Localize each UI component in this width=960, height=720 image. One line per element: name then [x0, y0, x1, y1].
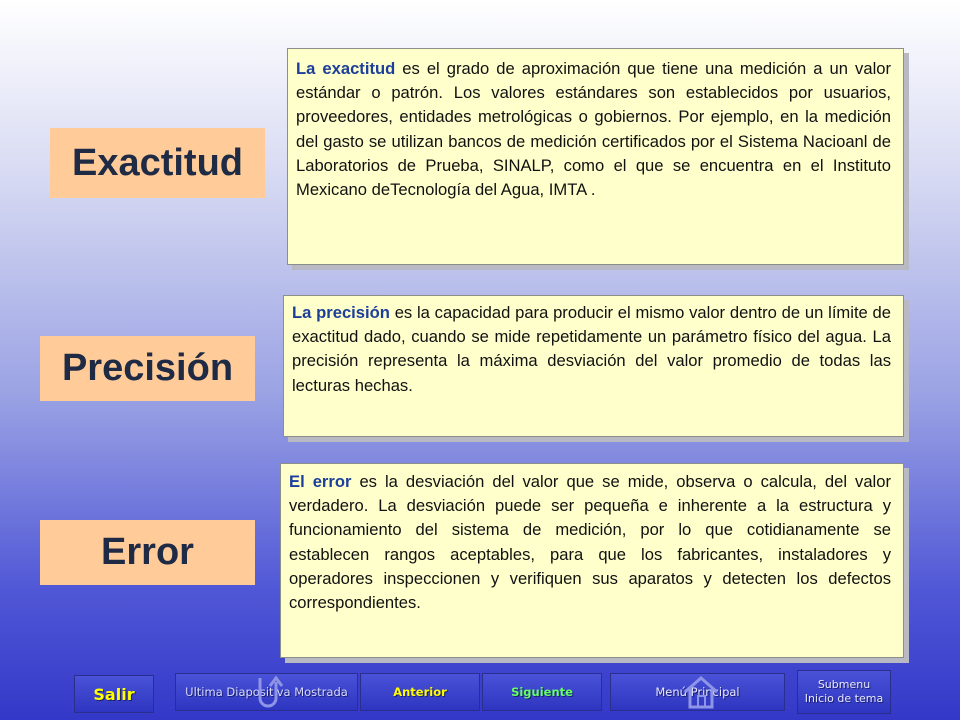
- label-precision: Precisión: [40, 336, 255, 401]
- menu-principal-button[interactable]: [610, 673, 785, 711]
- ultima-diapositiva-button[interactable]: [175, 673, 358, 711]
- siguiente-button[interactable]: [482, 673, 602, 711]
- exactitud-definition-box: [287, 48, 904, 265]
- submenu-line2: Inicio de tema: [804, 692, 884, 705]
- exactitud-text: es el grado de aproximación que tiene una medición a un valor estándar o patrón. Los valores estándares son establecidos por usuarios, proveedores, entidades metrológicas o gobiernos. Por ejemplo, en la medición del gasto se utilizan bancos de medición certificados por el Sistema Nacioanl de Laboratorios de Prueba, SINALP, como el que se encuentra en el Instituto Mexicano deTecnología del Agua, IMTA .: [296, 59, 892, 200]
- anterior-button[interactable]: [360, 673, 480, 711]
- error-term: El error: [289, 472, 352, 491]
- ultima-label: Ultima Diapositiva Mostrada: [185, 685, 348, 699]
- label-error: Error: [40, 520, 255, 585]
- exactitud-term: La exactitud: [296, 59, 396, 78]
- precision-text: es la capacidad para producir el mismo valor dentro de un límite de exactitud dado, cuando se mide repetidamente un parámetro físico del agua. La precisión representa la máxima desviación del valor promedio de todas las lecturas hechas.: [292, 303, 892, 395]
- precision-term: La precisión: [292, 303, 390, 322]
- menu-label: Menú Principal: [655, 685, 740, 699]
- submenu-line1: Submenu: [817, 678, 871, 691]
- salir-button[interactable]: [74, 675, 154, 713]
- error-definition-box: [280, 463, 904, 658]
- anterior-label: Anterior: [393, 685, 447, 699]
- precision-definition-box: [283, 295, 904, 437]
- salir-label: Salir: [93, 684, 135, 704]
- label-exactitud: Exactitud: [50, 128, 265, 198]
- siguiente-label: Siguiente: [511, 685, 573, 699]
- error-text: es la desviación del valor que se mide, observa o calcula, del valor verdadero. La desviación puede ser pequeña e inherente a la estructura y funcionamiento del sistema de medición, por lo que cotidianamente se establecen rangos aceptables, para que los fabricantes, instaladores y operadores inspeccionen y verifiquen sus aparatos y detecten los defectos correspondientes.: [289, 472, 891, 613]
- submenu-button[interactable]: [797, 670, 891, 714]
